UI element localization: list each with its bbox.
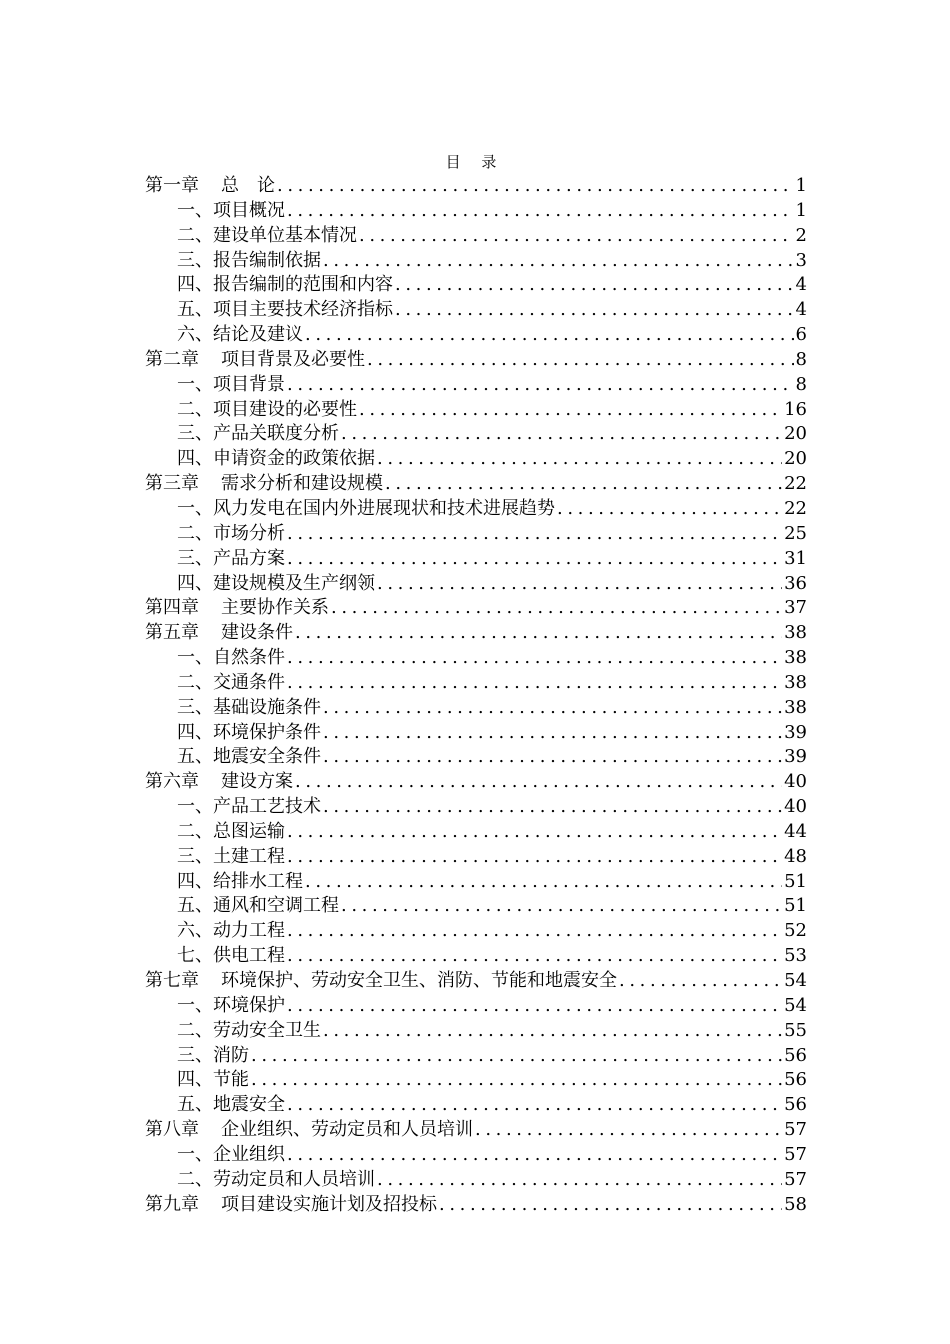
toc-entry-label bbox=[177, 919, 285, 944]
toc-entry-number: 三、 bbox=[177, 1044, 213, 1066]
toc-dot-leader bbox=[359, 398, 782, 423]
toc-entry-label bbox=[177, 671, 285, 696]
toc-page-number: 57 bbox=[784, 1143, 807, 1165]
toc-section-entry[interactable] bbox=[145, 1143, 807, 1168]
toc-page-number: 39 bbox=[784, 721, 807, 743]
toc-page-number: 51 bbox=[784, 895, 807, 917]
toc-entry-label bbox=[177, 497, 555, 522]
toc-section-entry[interactable] bbox=[145, 373, 807, 398]
toc-entry-label bbox=[177, 944, 285, 969]
toc-entry-label bbox=[177, 447, 375, 472]
toc-entry-number: 四、 bbox=[177, 1069, 213, 1091]
toc-section-entry[interactable] bbox=[145, 745, 807, 770]
toc-entry-text: 自然条件 bbox=[213, 647, 285, 669]
toc-dot-leader bbox=[287, 373, 794, 398]
toc-page-number: 52 bbox=[784, 920, 807, 942]
toc-entry-text: 企业组织、劳动定员和人员培训 bbox=[221, 1119, 473, 1141]
toc-entry-label bbox=[177, 547, 285, 572]
toc-entry-number: 五、 bbox=[177, 895, 213, 917]
toc-dot-leader bbox=[251, 1044, 782, 1069]
toc-entry-label bbox=[177, 398, 357, 423]
toc-chapter-entry[interactable] bbox=[145, 1193, 807, 1218]
toc-section-entry[interactable] bbox=[145, 919, 807, 944]
toc-entry-number: 一、 bbox=[177, 796, 213, 818]
toc-page-number: 40 bbox=[784, 771, 807, 793]
toc-entry-number: 第一章 bbox=[145, 175, 199, 196]
toc-dot-leader bbox=[287, 919, 782, 944]
toc-dot-leader bbox=[395, 298, 794, 323]
toc-entry-text: 项目背景 bbox=[213, 373, 285, 395]
toc-entry-label bbox=[177, 795, 321, 820]
toc-entry-number: 一、 bbox=[177, 994, 213, 1016]
toc-entry-text: 供电工程 bbox=[213, 945, 285, 967]
toc-entry-label bbox=[177, 894, 339, 919]
toc-page-number: 1 bbox=[795, 199, 807, 221]
toc-entry-number: 四、 bbox=[177, 721, 213, 743]
toc-entry-text: 结论及建议 bbox=[213, 324, 303, 346]
toc-entry-number: 二、 bbox=[177, 398, 213, 420]
toc-entry-label bbox=[145, 348, 365, 373]
toc-section-entry[interactable] bbox=[145, 249, 807, 274]
toc-dot-leader bbox=[377, 572, 782, 597]
toc-entry-number: 一、 bbox=[177, 647, 213, 669]
toc-section-entry[interactable] bbox=[145, 323, 807, 348]
toc-entry-number: 第八章 bbox=[145, 1119, 199, 1141]
toc-page-number: 6 bbox=[795, 324, 807, 346]
toc-page-number: 38 bbox=[784, 671, 807, 693]
toc-chapter-entry[interactable] bbox=[145, 1118, 807, 1143]
toc-page-number: 31 bbox=[784, 547, 807, 569]
toc-section-entry[interactable] bbox=[145, 671, 807, 696]
toc-dot-leader bbox=[323, 795, 782, 820]
toc-entry-text: 产品工艺技术 bbox=[213, 796, 321, 818]
toc-entry-number: 第二章 bbox=[145, 348, 199, 370]
toc-dot-leader bbox=[475, 1118, 782, 1143]
toc-entry-number: 二、 bbox=[177, 1019, 213, 1041]
toc-entry-text: 市场分析 bbox=[213, 522, 285, 544]
toc-section-entry[interactable] bbox=[145, 224, 807, 249]
toc-page-number: 22 bbox=[784, 497, 807, 519]
toc-entry-number: 第九章 bbox=[145, 1193, 199, 1215]
toc-page-number: 38 bbox=[784, 622, 807, 644]
toc-dot-leader bbox=[323, 1019, 782, 1044]
toc-dot-leader bbox=[331, 596, 782, 621]
toc-section-entry[interactable] bbox=[145, 273, 807, 298]
toc-entry-label bbox=[145, 596, 329, 621]
toc-page-number: 56 bbox=[784, 1044, 807, 1066]
toc-entry-text: 交通条件 bbox=[213, 671, 285, 693]
toc-section-entry[interactable] bbox=[145, 845, 807, 870]
toc-dot-leader bbox=[287, 994, 782, 1019]
toc-entry-text: 主要协作关系 bbox=[221, 597, 329, 619]
toc-entry-label bbox=[177, 1068, 249, 1093]
toc-dot-leader bbox=[305, 323, 794, 348]
toc-page-number: 8 bbox=[795, 373, 807, 395]
toc-entry-text: 建设方案 bbox=[221, 771, 293, 793]
toc-entry-text: 项目概况 bbox=[213, 199, 285, 221]
toc-chapter-entry[interactable] bbox=[145, 621, 807, 646]
toc-section-entry[interactable] bbox=[145, 447, 807, 472]
toc-page-number: 51 bbox=[784, 870, 807, 892]
toc-entry-label bbox=[177, 249, 321, 274]
toc-entry-number: 三、 bbox=[177, 845, 213, 867]
toc-entry-text: 环境保护 bbox=[213, 994, 285, 1016]
toc-page-number: 54 bbox=[784, 994, 807, 1016]
toc-dot-leader bbox=[341, 422, 782, 447]
toc-chapter-entry[interactable] bbox=[145, 969, 807, 994]
toc-entry-text: 产品关联度分析 bbox=[213, 423, 339, 445]
toc-entry-text: 地震安全条件 bbox=[213, 746, 321, 768]
toc-entry-number: 四、 bbox=[177, 448, 213, 470]
toc-entry-label bbox=[177, 298, 393, 323]
toc-page-number: 8 bbox=[795, 348, 807, 370]
toc-dot-leader bbox=[287, 944, 782, 969]
toc-dot-leader bbox=[287, 522, 782, 547]
toc-dot-leader bbox=[287, 671, 782, 696]
toc-page-number: 56 bbox=[784, 1069, 807, 1091]
toc-entry-label bbox=[177, 721, 321, 746]
toc-entry-number: 五、 bbox=[177, 299, 213, 321]
toc-entry-number: 一、 bbox=[177, 373, 213, 395]
toc-page-number: 57 bbox=[784, 1119, 807, 1141]
toc-title: 目 录 bbox=[445, 153, 505, 171]
toc-section-entry[interactable] bbox=[145, 572, 807, 597]
toc-entry-text: 动力工程 bbox=[213, 920, 285, 942]
toc-entry-number: 一、 bbox=[177, 497, 213, 519]
toc-page-number: 4 bbox=[795, 299, 807, 321]
toc-entry-number: 四、 bbox=[177, 572, 213, 594]
toc-entry-label bbox=[177, 422, 339, 447]
toc-dot-leader bbox=[385, 472, 782, 497]
toc-section-entry[interactable] bbox=[145, 646, 807, 671]
toc-dot-leader bbox=[341, 894, 782, 919]
toc-entry-number: 三、 bbox=[177, 423, 213, 445]
toc-chapter-entry[interactable] bbox=[145, 596, 807, 621]
toc-page-number: 53 bbox=[784, 945, 807, 967]
toc-section-entry[interactable] bbox=[145, 1044, 807, 1069]
toc-page-number: 37 bbox=[784, 597, 807, 619]
toc-entry-number: 二、 bbox=[177, 522, 213, 544]
toc-section-entry[interactable] bbox=[145, 497, 807, 522]
toc-entry-number: 三、 bbox=[177, 696, 213, 718]
toc-entry-label bbox=[177, 1019, 321, 1044]
toc-page-number: 38 bbox=[784, 696, 807, 718]
toc-page-number: 58 bbox=[784, 1193, 807, 1215]
toc-dot-leader bbox=[295, 621, 782, 646]
toc-entry-text: 劳动安全卫生 bbox=[213, 1019, 321, 1041]
toc-section-entry[interactable] bbox=[145, 721, 807, 746]
toc-entry-label bbox=[177, 845, 285, 870]
toc-dot-leader bbox=[377, 447, 782, 472]
toc-entry-text: 建设单位基本情况 bbox=[213, 224, 357, 246]
toc-page-number: 55 bbox=[784, 1019, 807, 1041]
toc-section-entry[interactable] bbox=[145, 1093, 807, 1118]
toc-entry-label bbox=[145, 1193, 437, 1218]
toc-page-number: 56 bbox=[784, 1094, 807, 1116]
toc-page-number: 3 bbox=[795, 249, 807, 271]
toc-dot-leader bbox=[295, 770, 782, 795]
toc-entry-number: 一、 bbox=[177, 199, 213, 221]
toc-section-entry[interactable] bbox=[145, 696, 807, 721]
toc-page-number: 36 bbox=[784, 572, 807, 594]
toc-dot-leader bbox=[619, 969, 782, 994]
toc-entry-label bbox=[177, 224, 357, 249]
toc-entry-label bbox=[177, 646, 285, 671]
toc-entry-label bbox=[177, 1093, 285, 1118]
toc-entry-number: 六、 bbox=[177, 324, 213, 346]
toc-page-number: 39 bbox=[784, 746, 807, 768]
toc-entry-label bbox=[177, 1168, 375, 1193]
toc-dot-leader bbox=[557, 497, 782, 522]
toc-section-entry[interactable] bbox=[145, 1019, 807, 1044]
toc-chapter-entry[interactable] bbox=[145, 174, 807, 199]
toc-entry-text: 给排水工程 bbox=[213, 870, 303, 892]
toc-dot-leader bbox=[287, 820, 782, 845]
toc-entry-text: 项目建设的必要性 bbox=[213, 398, 357, 420]
toc-dot-leader bbox=[287, 1143, 782, 1168]
toc-entry-text: 消防 bbox=[213, 1044, 249, 1066]
toc-entry-label bbox=[145, 770, 293, 795]
toc-entry-text: 企业组织 bbox=[213, 1143, 285, 1165]
toc-page-number: 48 bbox=[784, 845, 807, 867]
toc-entry-number: 第五章 bbox=[145, 622, 199, 644]
toc-dot-leader bbox=[287, 199, 794, 224]
toc-entry-label bbox=[177, 745, 321, 770]
toc-section-entry[interactable] bbox=[145, 422, 807, 447]
toc-section-entry[interactable] bbox=[145, 298, 807, 323]
toc-page-number: 57 bbox=[784, 1168, 807, 1190]
toc-entry-text: 报告编制依据 bbox=[213, 249, 321, 271]
toc-entry-number: 第三章 bbox=[145, 473, 199, 495]
toc-dot-leader bbox=[367, 348, 794, 373]
toc-entry-number: 二、 bbox=[177, 1168, 213, 1190]
toc-entry-text: 劳动定员和人员培训 bbox=[213, 1168, 375, 1190]
toc-entry-text: 总 论 bbox=[221, 175, 275, 196]
toc-page-number: 2 bbox=[795, 224, 807, 246]
toc-page-number: 22 bbox=[784, 473, 807, 495]
toc-entry-text: 土建工程 bbox=[213, 845, 285, 867]
toc-entry-text: 项目主要技术经济指标 bbox=[213, 299, 393, 321]
toc-entry-label bbox=[177, 820, 285, 845]
toc-section-entry[interactable] bbox=[145, 870, 807, 895]
toc-page-number: 20 bbox=[784, 423, 807, 445]
toc-page-number: 1 bbox=[795, 175, 807, 196]
toc-page-number: 25 bbox=[784, 522, 807, 544]
toc-entry-label bbox=[145, 621, 293, 646]
toc-entry-text: 项目建设实施计划及招投标 bbox=[221, 1193, 437, 1215]
toc-section-entry[interactable] bbox=[145, 547, 807, 572]
toc-dot-leader bbox=[323, 696, 782, 721]
toc-entry-label bbox=[177, 273, 393, 298]
toc-section-entry[interactable] bbox=[145, 944, 807, 969]
toc-entry-label bbox=[177, 323, 303, 348]
toc-entry-label bbox=[177, 199, 285, 224]
toc-entry-number: 二、 bbox=[177, 224, 213, 246]
toc-entry-number: 四、 bbox=[177, 870, 213, 892]
toc-dot-leader bbox=[395, 273, 794, 298]
toc-entry-number: 第七章 bbox=[145, 970, 199, 991]
toc-dot-leader bbox=[323, 249, 794, 274]
toc-entry-label bbox=[145, 1118, 473, 1143]
toc-entry-label bbox=[177, 870, 303, 895]
toc-entry-text: 报告编制的范围和内容 bbox=[213, 274, 393, 296]
toc-entry-text: 申请资金的政策依据 bbox=[213, 448, 375, 470]
toc-entry-number: 七、 bbox=[177, 945, 213, 967]
toc-entry-number: 五、 bbox=[177, 746, 213, 768]
toc-section-entry[interactable] bbox=[145, 1068, 807, 1093]
toc-section-entry[interactable] bbox=[145, 994, 807, 1019]
toc-entry-number: 三、 bbox=[177, 547, 213, 569]
toc-entry-label bbox=[145, 174, 275, 199]
toc-page-number: 16 bbox=[784, 398, 807, 420]
toc-chapter-entry[interactable] bbox=[145, 348, 807, 373]
toc-entry-label bbox=[177, 373, 285, 398]
toc-entry-text: 建设规模及生产纲领 bbox=[213, 572, 375, 594]
toc-entry-text: 建设条件 bbox=[221, 622, 293, 644]
toc-page-number: 54 bbox=[784, 970, 807, 991]
toc-entry-text: 地震安全 bbox=[213, 1094, 285, 1116]
toc-entry-number: 五、 bbox=[177, 1094, 213, 1116]
toc-dot-leader bbox=[323, 745, 782, 770]
toc-entry-text: 节能 bbox=[213, 1069, 249, 1091]
toc-entry-label bbox=[177, 572, 375, 597]
toc-entry-number: 第六章 bbox=[145, 771, 199, 793]
toc-dot-leader bbox=[377, 1168, 782, 1193]
toc-entry-text: 项目背景及必要性 bbox=[221, 348, 365, 370]
toc-entry-number: 六、 bbox=[177, 920, 213, 942]
toc-entry-label bbox=[145, 472, 383, 497]
toc-page-number: 40 bbox=[784, 796, 807, 818]
toc-entry-text: 产品方案 bbox=[213, 547, 285, 569]
toc-page-number: 4 bbox=[795, 274, 807, 296]
toc-entry-label bbox=[177, 522, 285, 547]
toc-dot-leader bbox=[287, 646, 782, 671]
toc-dot-leader bbox=[305, 870, 782, 895]
toc-page-number: 38 bbox=[784, 647, 807, 669]
toc-entry-number: 四、 bbox=[177, 274, 213, 296]
toc-entry-label bbox=[177, 696, 321, 721]
toc-entry-label bbox=[177, 1044, 249, 1069]
toc-entry-label bbox=[177, 994, 285, 1019]
toc-entry-label bbox=[145, 969, 617, 994]
toc-entry-text: 需求分析和建设规模 bbox=[221, 473, 383, 495]
toc-entry-text: 风力发电在国内外进展现状和技术进展趋势 bbox=[213, 497, 555, 519]
toc-dot-leader bbox=[287, 1093, 782, 1118]
toc-entry-text: 总图运输 bbox=[213, 820, 285, 842]
toc-dot-leader bbox=[287, 845, 782, 870]
toc-section-entry[interactable] bbox=[145, 1168, 807, 1193]
toc-section-entry[interactable] bbox=[145, 894, 807, 919]
toc-entry-text: 基础设施条件 bbox=[213, 696, 321, 718]
toc-page-number: 20 bbox=[784, 448, 807, 470]
toc-dot-leader bbox=[439, 1193, 782, 1218]
toc-chapter-entry[interactable] bbox=[145, 472, 807, 497]
toc-section-entry[interactable] bbox=[145, 398, 807, 423]
toc-dot-leader bbox=[323, 721, 782, 746]
toc-dot-leader bbox=[287, 547, 782, 572]
toc-section-entry[interactable] bbox=[145, 522, 807, 547]
toc-entry-number: 第四章 bbox=[145, 597, 199, 619]
toc-entry-number: 二、 bbox=[177, 820, 213, 842]
toc-entry-text: 环境保护条件 bbox=[213, 721, 321, 743]
toc-entry-text: 环境保护、劳动安全卫生、消防、节能和地震安全 bbox=[221, 970, 617, 991]
toc-entry-number: 三、 bbox=[177, 249, 213, 271]
toc-section-entry[interactable] bbox=[145, 820, 807, 845]
toc-entry-label bbox=[177, 1143, 285, 1168]
toc-chapter-entry[interactable] bbox=[145, 770, 807, 795]
toc-entry-text: 通风和空调工程 bbox=[213, 895, 339, 917]
toc-dot-leader bbox=[251, 1068, 782, 1093]
toc-entry-number: 二、 bbox=[177, 671, 213, 693]
toc-section-entry[interactable] bbox=[145, 199, 807, 224]
toc-entry-number: 一、 bbox=[177, 1143, 213, 1165]
toc-section-entry[interactable] bbox=[145, 795, 807, 820]
toc-dot-leader bbox=[277, 174, 794, 199]
toc-page-number: 44 bbox=[784, 820, 807, 842]
table-of-contents bbox=[145, 174, 807, 1217]
toc-dot-leader bbox=[359, 224, 794, 249]
